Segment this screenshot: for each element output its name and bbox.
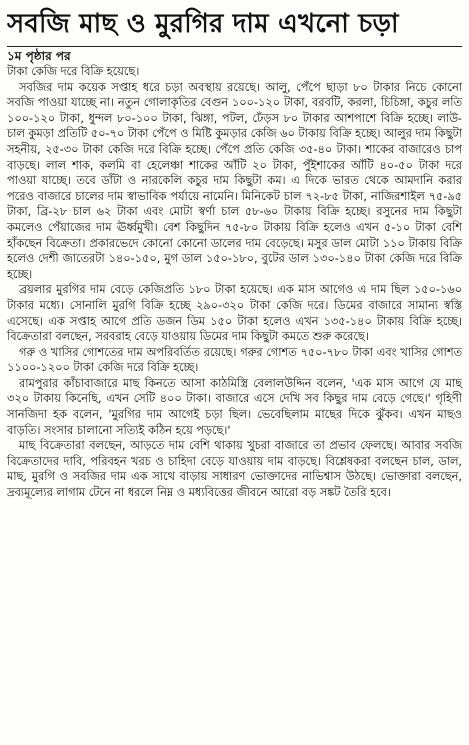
paragraph-0: টাকা কেজি দরে বিক্রি হয়েছে।: [7, 65, 140, 78]
paragraph-meat: গরু ও খাসির গোশতের দাম অপরিবর্তিত রয়েছে। গরুর গোশত ৭৫০-৭৮০ টাকা এবং খাসির গোশত ১১০০-১২০০ টাকা কেজি দরে বিক্রি হচ্ছে।: [7, 345, 462, 375]
article-body: [7, 64, 462, 501]
paragraph-vegetables: সবজির দাম কয়েক সপ্তাহ ধরে চড়া অবস্থায় রয়েছে। আলু, পেঁপে ছাড়া ৮০ টাকার নিচে কোনো সবজি পাওয়া যাচ্ছে না। নতুন গোলাকৃতির বেগুন ১০০-১২০ টাকা, বরবটি, করলা, চিচিঙ্গা, কচুর লতি ১০০-১২০ টাকা, ধুন্দল ৮০-১০০ টাকা, ঝিঙ্গা, পটল, ঢেঁড়স ৮০ টাকার আশপাশে বিক্রি হচ্ছে। লাউ-চাল কুমড়া প্রতিটি ৫০-৭০ টাকা পেঁপে ও মিষ্টি কুমড়ার কেজি ৬০ টাকায় বিক্রি হচ্ছে। আলুর দাম কিছুটা সহনীয়, ২৫-৩০ টাকা কেজি দরে বিক্রি হচ্ছে। পেঁপে প্রতি কেজি ৩৫-৪০ টাকা। শাকের বাজারেও চাপ বাড়ছে। লাল শাক, কলমি বা হেলেঞ্চা শাকের আঁটি ২০ টাকা, পুঁইশাকের আঁটি ৪০-৫০ টাকা দরে পাওয়া যাচ্ছে। তবে ডাঁটা ও নারকেলি কচুর দাম কিছুটা কম। এ দিকে ভারত থেকে আমদানি করার পরেও বাজারে চালের দাম স্বাভাবিক পর্যায়ে নামেনি। মিনিকেট চাল ৭২-৮৫ টাকা, নাজিরশাইল ৭৫-৯৫ টাকা, ব্রি-২৮ চাল ৬২ টাকা এবং মোটা স্বর্ণা চাল ৫৮-৬০ টাকায় বিক্রি হচ্ছে। রসুনের দাম কিছুটা কমলেও পেঁয়াজের দাম ঊর্ধ্বমুখী। বেশ কিছুদিন ৭৫-৮০ টাকায় বিক্রি হলেও এখন ৫-১০ টাকা বেশি হাঁকছেন বিক্রেতা। প্রকারভেদে কোনো কোনো ডালের দাম বেড়েছে। মসুর ডাল মোটা ১১০ টাকায় বিক্রি হলেও দেশী জাতেরটা ১৪০-১৫০, মুগ ডাল ১৫০-১৮০, বুটের ডাল ১৩০-১৪০ টাকা কেজি দরে বিক্রি হচ্ছে।: [7, 80, 462, 281]
paragraph-sellers: মাছ বিক্রেতারা বলছেন, আড়তে দাম বেশি থাকায় খুচরা বাজারে তা প্রভাব ফেলছে। আবার সবজি বিক্রেতাদের দাবি, পরিবহন খরচ ও চাহিদা বেড়ে যাওয়ায় দাম বাড়ছে। বিশ্লেষকরা বলছেন চাল, ডাল, মাছ, মুরগি ও সবজির দাম এক সাথে বাড়ায় সাধারণ ভোক্তাদের নাভিশ্বাস উঠছে। ভোক্তারা বলছেন, দ্রব্যমূল্যের লাগাম টেনে না ধরলে নিম্ন ও মধ্যবিত্তের জীবনে আরো বড় সঙ্কট তৈরি হবে।: [7, 439, 462, 500]
continuation-label: ১ম পৃষ্ঠার পর: [7, 49, 71, 63]
headline: সবজি মাছ ও মুরগির দাম এখনো চড়া: [7, 9, 399, 39]
paragraph-poultry: ব্রয়লার মুরগির দাম বেড়ে কেজিপ্রতি ১৮০ টাকা হয়েছে। এক মাস আগেও এ দাম ছিল ১৫০-১৬০ টাকার মধ্যে। সোনালি মুরগি বিক্রি হচ্ছে ২৯০-৩২০ টাকা কেজি দরে। ডিমের বাজারে সামান্য স্বস্তি এসেছে। এক সপ্তাহ আগে প্রতি ডজন ডিম ১৫০ টাকা হলেও এখন ১৩৫-১৪০ টাকায় বিক্রি হচ্ছে। বিক্রেতারা বলছেন, সরবরাহ বেড়ে যাওয়ায় ডিমের দাম কিছুটা কমতে শুরু করেছে।: [7, 283, 462, 344]
paragraph-quotes: রামপুরার কাঁচাবাজারে মাছ কিনতে আসা কাঠমিস্ত্রি বেলালউদ্দিন বলেন, 'এক মাস আগে যে মাছ ৩২০ টাকায় কিনেছি, এখন সেটি ৪০০ টাকা। বাজারে এসে দেখি সব কিছুর দাম বেড়ে গেছে।' গৃহিণী সানজিদা হক বলেন, 'মুরগির দাম আগেই চড়া ছিল। ভেবেছিলাম মাছের দিকে ঝুঁকব। এখন মাছও বাড়তি। সংসার চালানো সত্যিই কঠিন হয়ে পড়ছে।': [7, 376, 462, 437]
headline-divider: [7, 46, 462, 47]
